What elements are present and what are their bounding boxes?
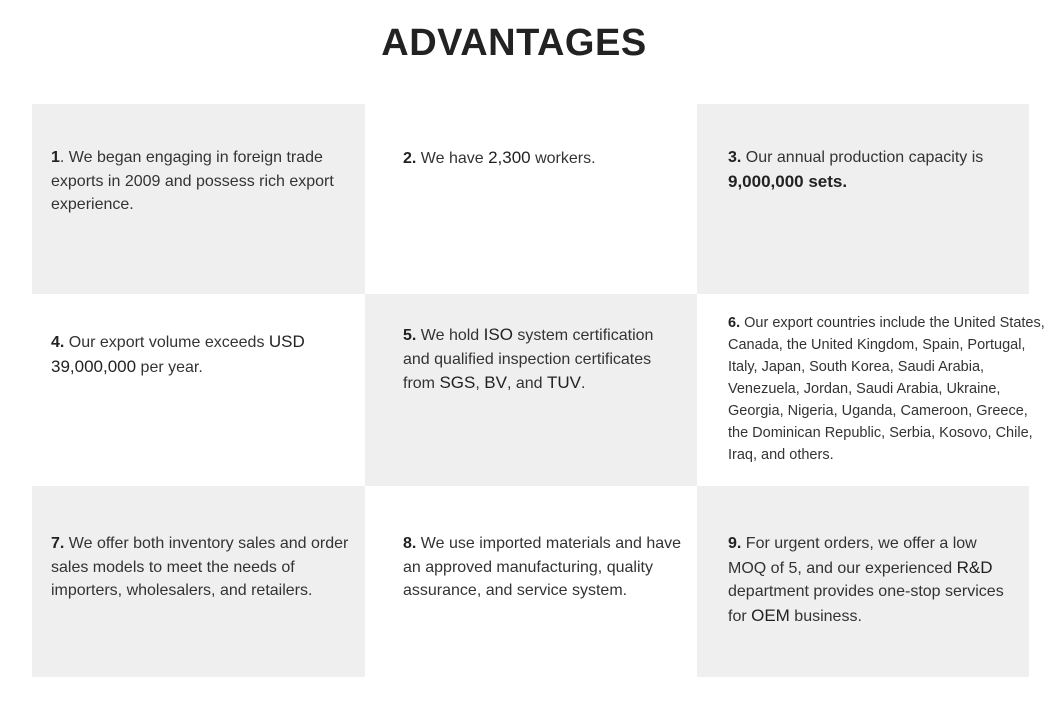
advantage-item-7: [32, 486, 365, 677]
item-highlight: OEM: [751, 605, 790, 625]
item-highlight: R&D: [956, 557, 993, 577]
advantage-item-5: [365, 294, 697, 486]
advantage-item-8: [365, 486, 697, 677]
item-highlight: 9,000,000 sets.: [728, 171, 848, 191]
item-number: 4.: [51, 334, 65, 351]
item-text: Our export countries include the United States, Canada, the United Kingdom, Spain, Portugal, Italy, Japan, South Korea, Saudi Arabia, Venezuela, Jordan, Saudi Arabia, Ukraine, Georgia, Nigeria, Uganda, Cameroon, Greece, the Dominican Republic, Serbia, Kosovo, Chile, Iraq, and others.: [728, 315, 1045, 463]
item-text: Our export volume exceeds: [64, 334, 269, 351]
item-text: , and: [506, 375, 547, 392]
item-text: We hold: [416, 327, 484, 344]
item-number: 9.: [728, 535, 742, 552]
item-text: system certification and qualified inspection certificates from: [403, 327, 654, 392]
item-text: business.: [789, 607, 862, 625]
item-number: 7.: [51, 535, 65, 552]
item-number: 6.: [728, 315, 741, 331]
item-text: department provides one-stop services for: [728, 583, 1004, 625]
item-text: Our annual production capacity is: [741, 149, 984, 166]
page-title: ADVANTAGES: [381, 22, 647, 64]
item-highlight: ISO: [483, 325, 513, 344]
item-text: We have: [416, 150, 489, 167]
item-text: We use imported materials and have an approved manufacturing, quality assurance, and service system.: [403, 535, 682, 599]
item-highlight: SGS: [439, 373, 476, 392]
item-number: 2.: [403, 150, 417, 167]
advantage-item-1: [32, 104, 365, 294]
item-number: 1: [51, 149, 60, 166]
item-text: We offer both inventory sales and order sales models to meet the needs of importers, wholesalers, and retailers.: [51, 535, 349, 599]
item-number: 8.: [403, 535, 417, 552]
item-text: .: [580, 375, 586, 392]
advantage-item-2: [365, 104, 697, 294]
advantage-item-3: [697, 104, 1029, 294]
advantage-item-9: [697, 486, 1029, 677]
item-highlight: TUV: [546, 373, 581, 392]
advantage-item-6: [697, 294, 1045, 486]
item-highlight: BV: [484, 373, 507, 392]
item-text: per year.: [136, 358, 203, 376]
item-highlight: USD 39,000,000: [51, 332, 305, 376]
item-text: For urgent orders, we offer a low MOQ of 5, and our experienced: [728, 535, 977, 577]
item-text: ,: [475, 375, 485, 392]
item-highlight: 2,300: [488, 148, 531, 167]
item-number: 5.: [403, 327, 417, 344]
item-text: . We began engaging in foreign trade exports in 2009 and possess rich export experience.: [51, 149, 334, 213]
item-body: [728, 312, 1050, 466]
item-text: workers.: [530, 150, 596, 167]
item-number: 3.: [728, 149, 742, 166]
advantage-item-4: [32, 294, 365, 486]
